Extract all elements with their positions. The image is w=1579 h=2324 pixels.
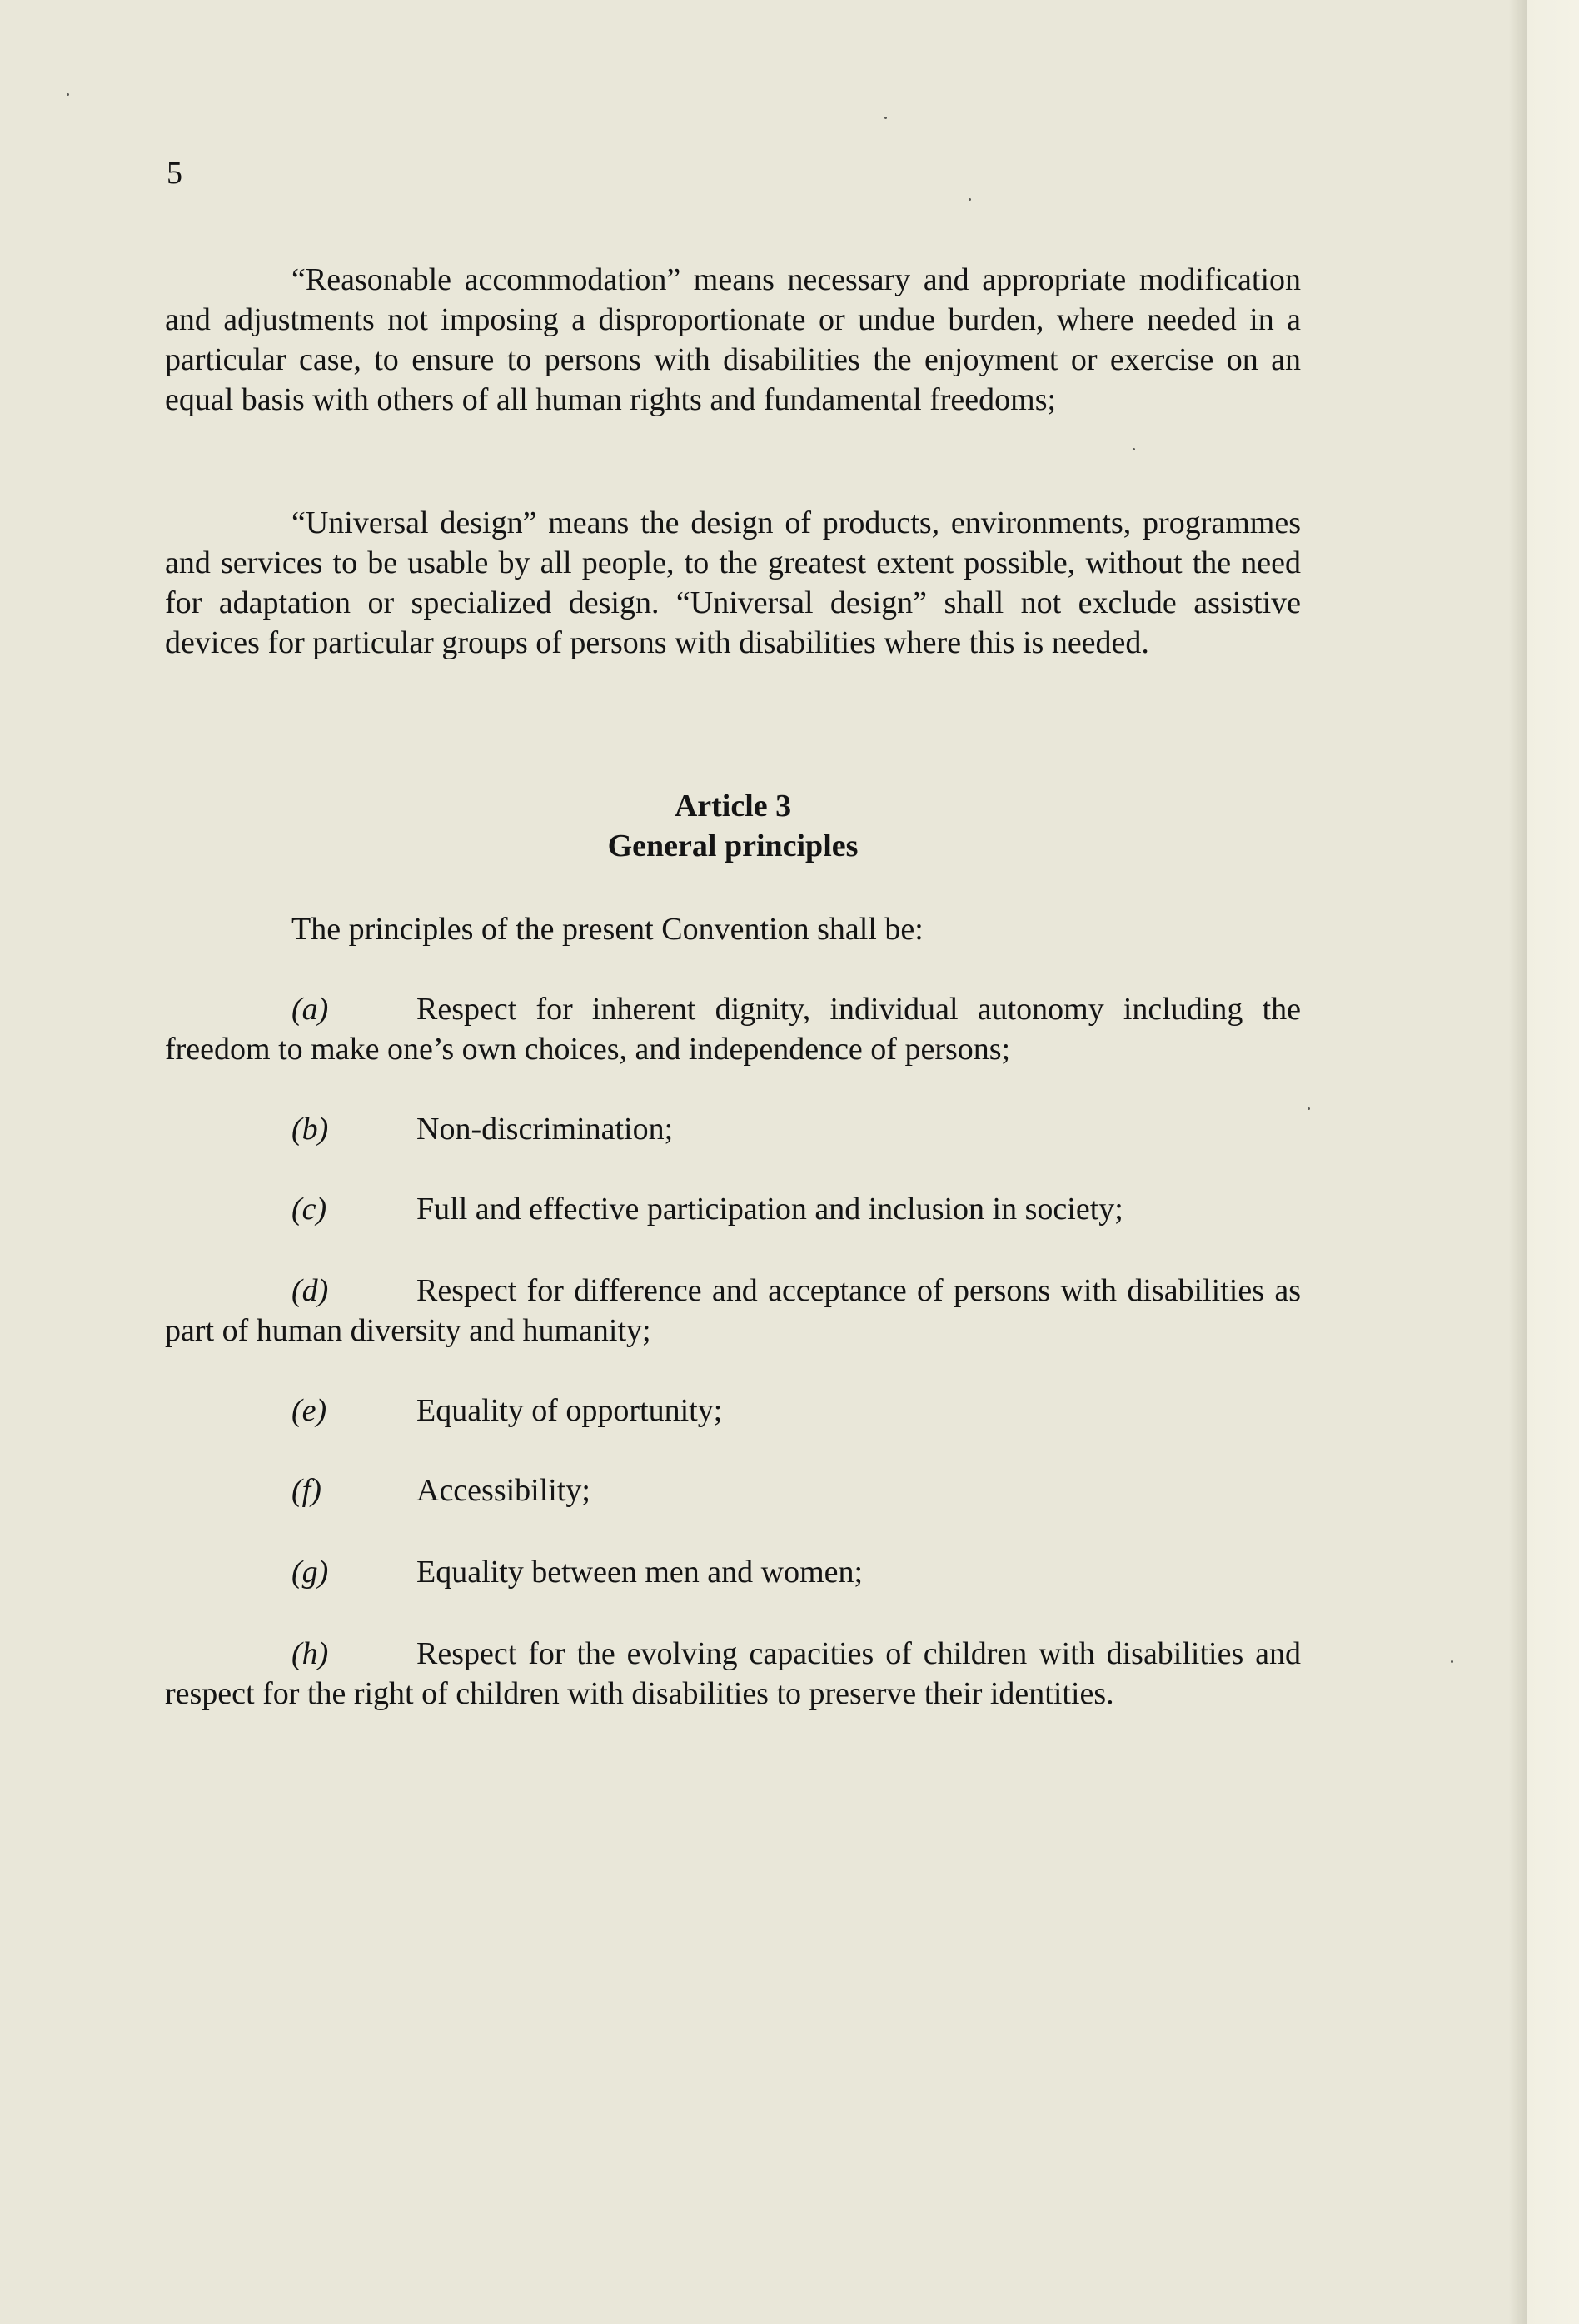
principle-text: Respect for the evolving capacities of children with disabilities and respect for the right of children with disabilities to preserve their identities. — [165, 1636, 1301, 1711]
scan-speck — [1133, 448, 1135, 450]
principle-label: (g) — [291, 1555, 329, 1590]
scan-margin — [1527, 0, 1579, 2324]
principle-item — [165, 1271, 1301, 1351]
scan-speck — [969, 198, 971, 201]
scan-speck — [884, 117, 887, 119]
article-title: General principles — [607, 829, 859, 863]
principle-label: (b) — [291, 1112, 329, 1147]
definition-universal-design: “Universal design” means the design of products, environments, programmes and services to be usable by all people, to the greatest extent possible, without the need for adaptation or specialized design. “Universal design” shall not exclude assistive devices for particular groups of persons with disabilities where this is needed. — [165, 505, 1301, 660]
principle-text: Respect for inherent dignity, individual autonomy including the freedom to make one’s own choices, and independence of persons; — [165, 992, 1301, 1067]
article-number: Article 3 — [674, 789, 792, 824]
principle-label: (f) — [291, 1473, 321, 1508]
scan-speck — [1308, 1107, 1310, 1110]
principle-item — [165, 1634, 1301, 1714]
scan-speck — [1451, 1660, 1453, 1663]
article-intro: The principles of the present Convention shall be: — [291, 912, 924, 947]
page-number: 5 — [167, 156, 182, 191]
principle-text: Equality of opportunity; — [416, 1393, 723, 1428]
principle-text: Non-discrimination; — [416, 1112, 674, 1147]
principle-item — [165, 1552, 1301, 1592]
principle-item — [165, 1189, 1301, 1229]
principle-item — [165, 989, 1301, 1069]
principle-text: Full and effective participation and inclusion in society; — [416, 1192, 1123, 1227]
principle-text: Accessibility; — [416, 1473, 590, 1508]
principle-item — [165, 1391, 1301, 1431]
principle-label: (e) — [291, 1393, 327, 1428]
principle-item — [165, 1471, 1301, 1510]
principle-label: (a) — [291, 992, 329, 1027]
principle-text: Equality between men and women; — [416, 1555, 864, 1590]
principle-label: (c) — [291, 1192, 327, 1227]
definition-reasonable-accommodation: “Reasonable accommodation” means necessary and appropriate modification and adjustments not imposing a disproportionate or undue burden, where needed in a particular case, to ensure to persons with disabilities the enjoyment or exercise on an equal basis with others of all human rights and fundamental freedoms; — [165, 262, 1301, 417]
principle-label: (h) — [291, 1636, 329, 1671]
principle-label: (d) — [291, 1273, 329, 1308]
article-heading — [165, 786, 1301, 866]
principle-text: Respect for difference and acceptance of persons with disabilities as part of human diversity and humanity; — [165, 1273, 1301, 1348]
page-edge-shadow — [1509, 0, 1527, 2324]
scan-speck — [67, 93, 69, 96]
principle-item — [165, 1109, 1301, 1149]
